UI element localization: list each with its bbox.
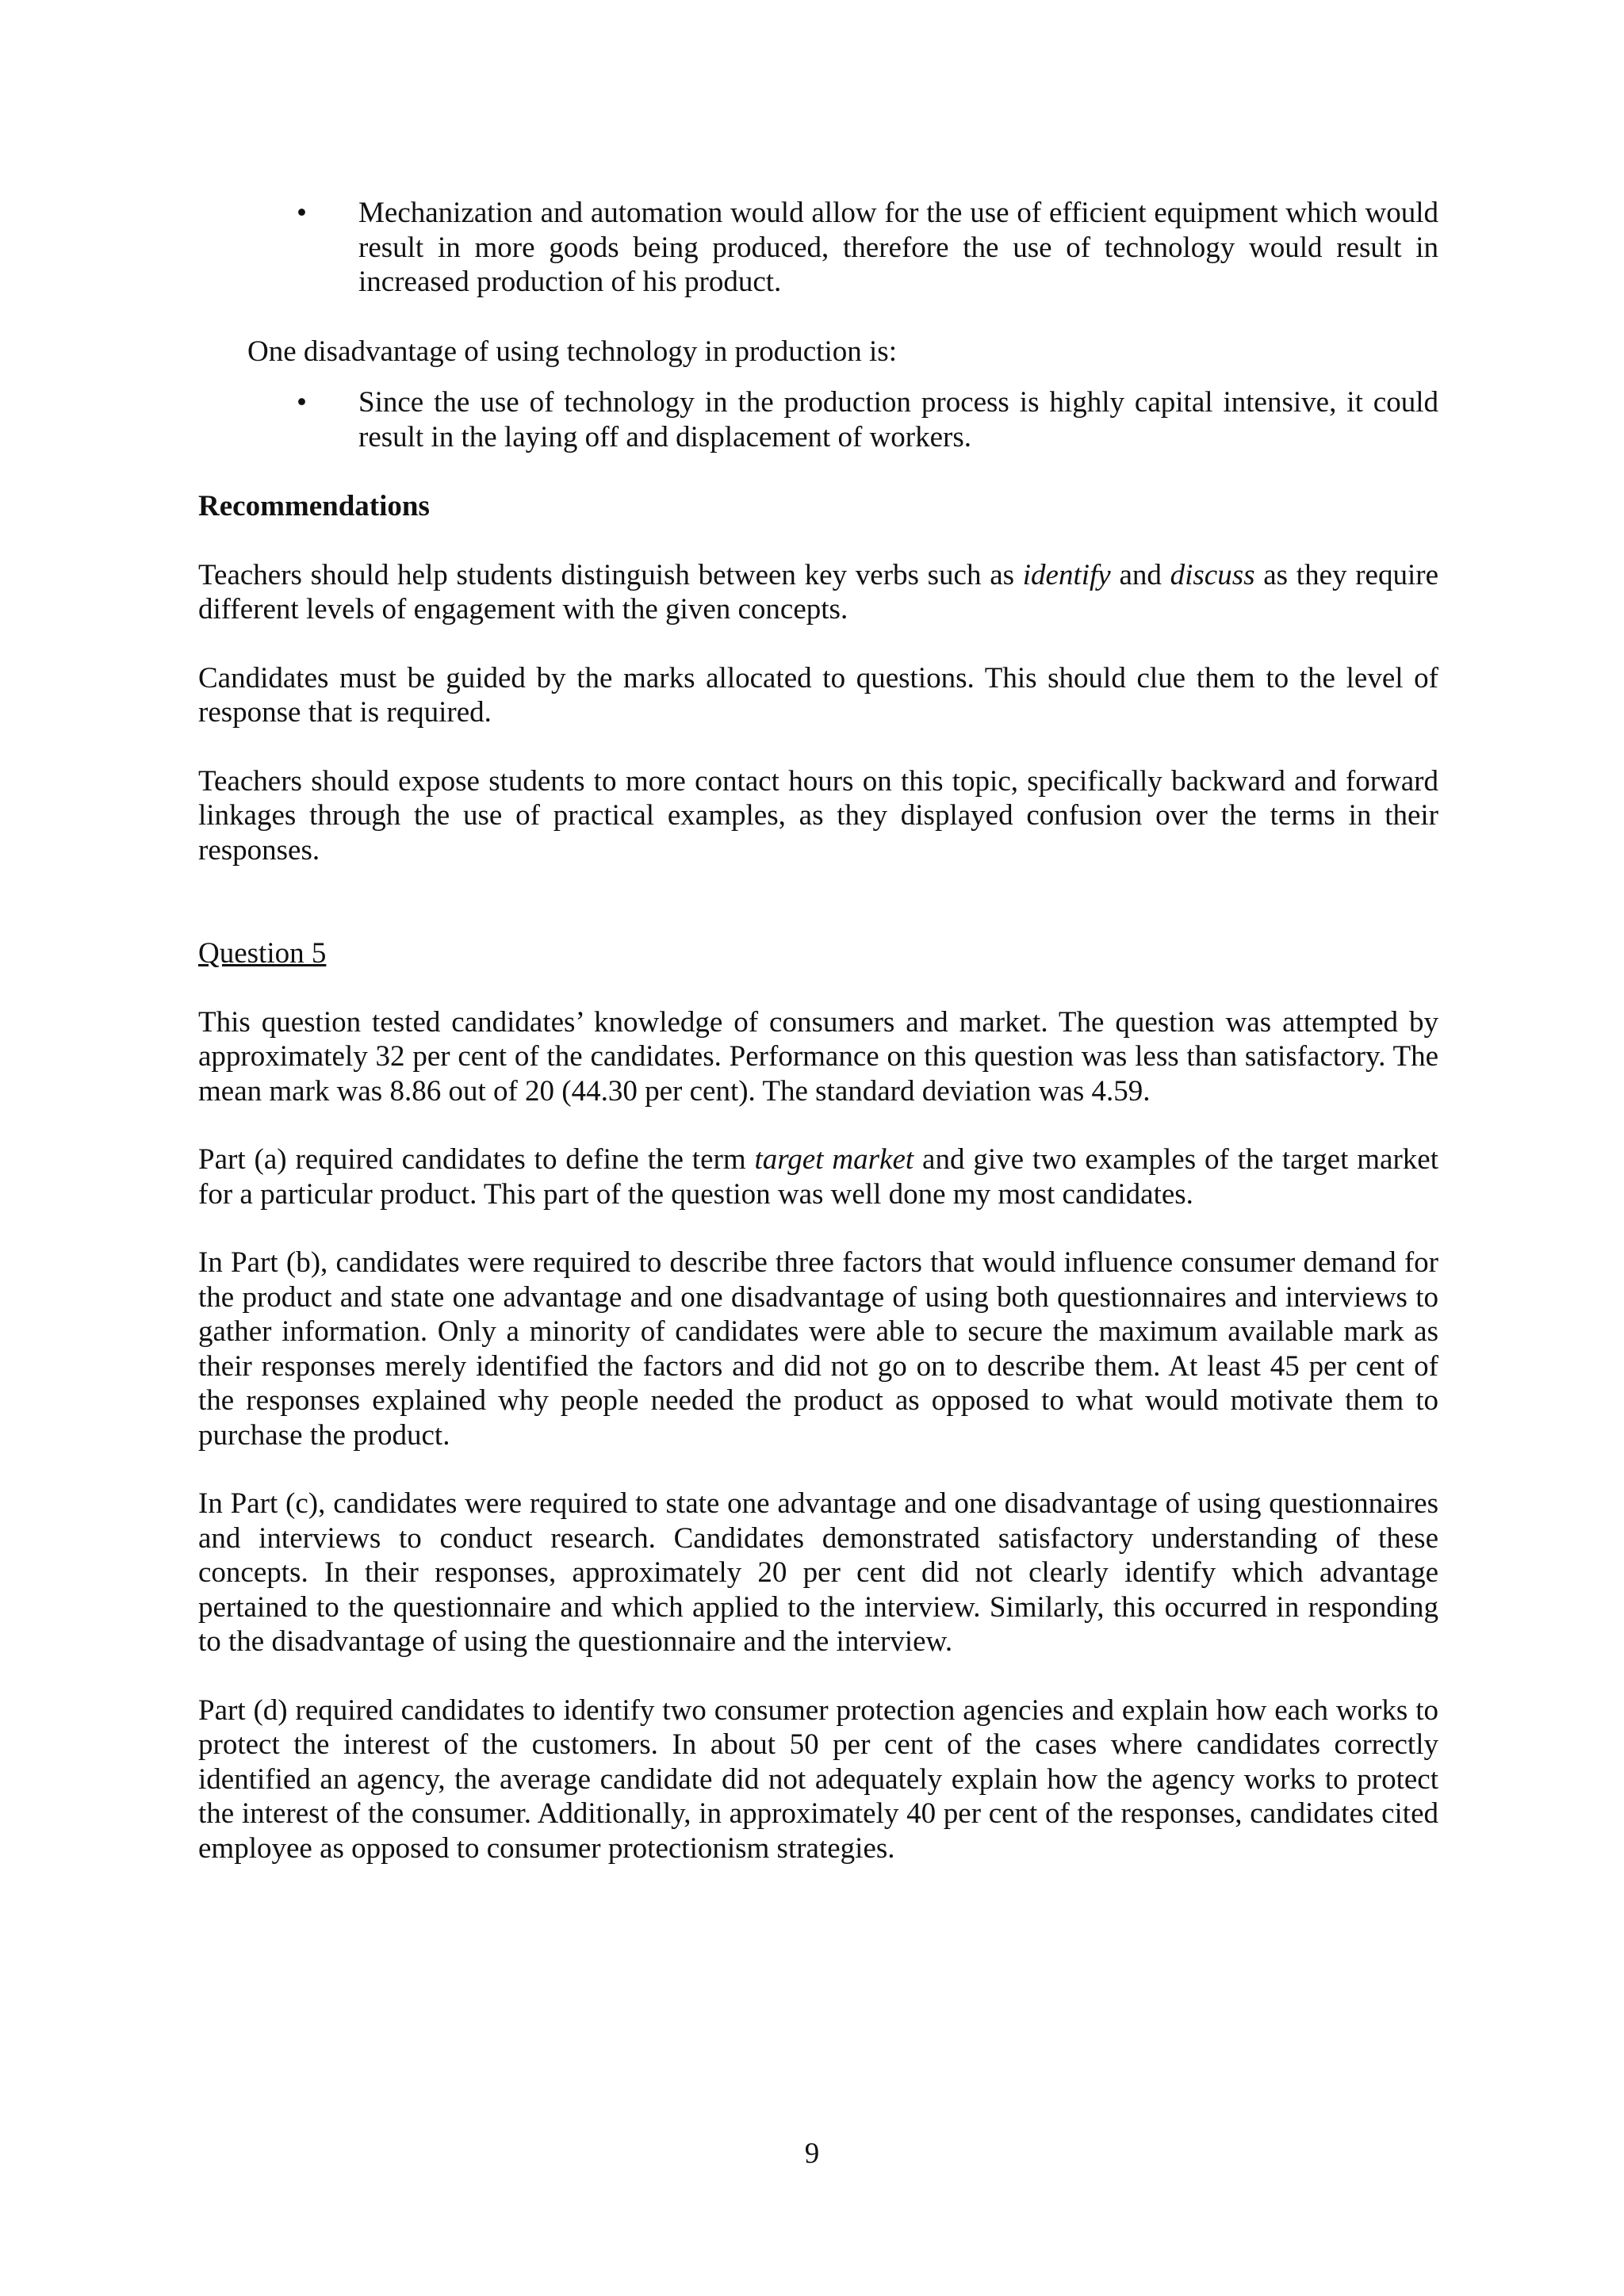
bullet-item — [297, 196, 1438, 300]
part-c-paragraph: In Part (c), candidates were required to state one advantage and one disadvantage of using questionnaires and interviews to conduct research. Candidates demonstrated satisfactory understanding of these concepts. In their responses, approximately 20 per cent did not clearly identify which advantage pertained to the questionnaire and which applied to the interview. Similarly, this occurred in responding to the disadvantage of using the questionnaire and the interview. — [198, 1487, 1438, 1658]
bullet-text: Mechanization and automation would allow for the use of efficient equipment which would result in more goods being produced, therefore the use of technology would result in increased production of his product. — [358, 197, 1438, 298]
recommendation-paragraph: Teachers should expose students to more contact hours on this topic, specifically backward and forward linkages through the use of practical examples, as they displayed confusion over the terms in their responses. — [198, 764, 1438, 867]
part-a-paragraph — [198, 1142, 1438, 1211]
disadvantage-intro: One disadvantage of using technology in production is: — [247, 335, 897, 368]
page-content — [198, 196, 1438, 1866]
bullet-dot-icon: • — [297, 197, 307, 229]
part-a-text: and give two examples of the target market for a particular product. This part of the question was well done my most candidates. — [198, 1143, 1438, 1211]
term-target-market: target market — [754, 1143, 914, 1176]
bullet-text: Since the use of technology in the production process is highly capital intensive, it could result in the laying off and displacement of workers. — [358, 386, 1438, 453]
key-verb-identify: identify — [1022, 558, 1111, 591]
question-heading: Question 5 — [198, 937, 327, 970]
part-d-paragraph: Part (d) required candidates to identify two consumer protection agencies and explain how each works to protect the interest of the customers. In about 50 per cent of the cases where candidates correctly identified an agency, the average candidate did not adequately explain how the agency works to protect the interest of the consumer. Additionally, in approximately 40 per cent of the responses, candidates cited employee as opposed to consumer protectionism strategies. — [198, 1693, 1438, 1865]
bullet-dot-icon: • — [297, 386, 307, 419]
key-verb-discuss: discuss — [1170, 558, 1255, 591]
recommendation-paragraph — [198, 558, 1438, 627]
part-b-paragraph: In Part (b), candidates were required to describe three factors that would influence consumer demand for the product and state one advantage and one disadvantage of using both questionnaires and interviews to gather information. Only a minority of candidates were able to secure the maximum available mark as their responses merely identified the factors and did not go on to describe them. At least 45 per cent of the responses explained why people needed the product as opposed to what would motivate them to purchase the product. — [198, 1246, 1438, 1452]
question-intro-paragraph: This question tested candidates’ knowledge of consumers and market. The question was attempted by approximately 32 per cent of the candidates. Performance on this question was less than satisfactory. The mean mark was 8.86 out of 20 (44.30 per cent). The standard deviation was 4.59. — [198, 1005, 1438, 1108]
recommendation-text: Teachers should help students distinguish between key verbs such as — [198, 558, 1023, 591]
page-number: 9 — [804, 2137, 820, 2170]
recommendation-paragraph: Candidates must be guided by the marks allocated to questions. This should clue them to the level of response that is required. — [198, 661, 1438, 729]
recommendations-heading: Recommendations — [198, 490, 430, 522]
recommendation-text: and — [1110, 558, 1170, 591]
part-a-text: Part (a) required candidates to define the term — [198, 1143, 755, 1176]
recommendation-text: as they require different levels of engagement with the given concepts. — [198, 558, 1439, 626]
bullet-item — [297, 385, 1438, 454]
